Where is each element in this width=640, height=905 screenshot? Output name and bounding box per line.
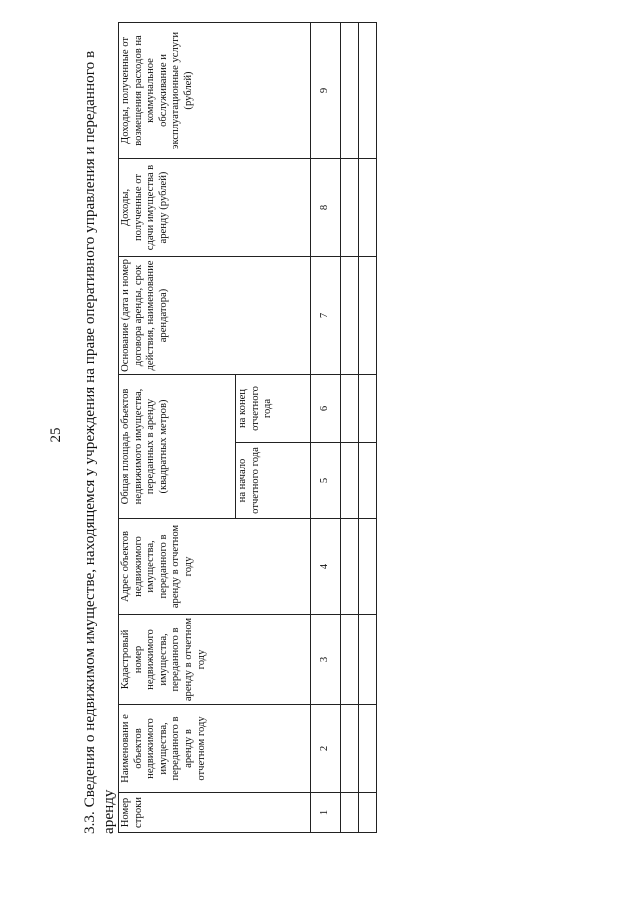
header-area-start: на начало отчетного года	[236, 443, 311, 519]
header-row	[119, 23, 236, 833]
header-basis: Основание (дата и номер договора аренды, срок действия, наименование арендатора)	[119, 257, 311, 375]
table-cell	[359, 705, 377, 793]
column-number: 1	[311, 793, 341, 833]
column-number-row	[311, 23, 341, 833]
table-cell	[359, 519, 377, 615]
table-row	[341, 23, 359, 833]
report-table	[118, 22, 377, 833]
table-cell	[341, 23, 359, 159]
table-cell	[341, 159, 359, 257]
table-row	[359, 23, 377, 833]
column-number: 8	[311, 159, 341, 257]
table-cell	[359, 257, 377, 375]
table-cell	[359, 615, 377, 705]
table-cell	[341, 443, 359, 519]
page-number: 25	[48, 427, 64, 443]
column-number: 3	[311, 615, 341, 705]
rented-property-table	[118, 23, 376, 833]
table-cell	[341, 257, 359, 375]
section-heading: 3.3. Сведения о недвижимом имуществе, находящемся у учреждения на праве оперативного управления и переданного в аренду	[81, 50, 117, 834]
table-cell	[341, 705, 359, 793]
table-cell	[341, 519, 359, 615]
column-number: 2	[311, 705, 341, 793]
header-cadastral-number: Кадастровый номер недвижимого имущества, переданного в аренду в отчетном году	[119, 615, 311, 705]
table-cell	[359, 793, 377, 833]
table-cell	[359, 159, 377, 257]
header-line-number: Номер строки	[119, 793, 311, 833]
column-number: 9	[311, 23, 341, 159]
column-number: 6	[311, 375, 341, 443]
table-cell	[359, 23, 377, 159]
table-cell	[341, 615, 359, 705]
header-area-end: на конец отчетного года	[236, 375, 311, 443]
header-income-rent: Доходы, полученные от сдачи имущества в аренду (рублей)	[119, 159, 311, 257]
table-cell	[341, 793, 359, 833]
header-address: Адрес объектов недвижимого имущества, переданного в аренду в отчетном году	[119, 519, 311, 615]
header-income-utilities: Доходы, полученные от возмещения расходов на коммунальное обслуживание и эксплуатационные услуги (рублей)	[119, 23, 311, 159]
column-number: 5	[311, 443, 341, 519]
table-cell	[359, 443, 377, 519]
header-total-area: Общая площадь объектов недвижимого имущества, переданных в аренду (квадратных метров)	[119, 375, 236, 519]
table-cell	[341, 375, 359, 443]
column-number: 7	[311, 257, 341, 375]
header-object-name: Наименовани е объектов недвижимого имущества, переданного в аренду в отчетном году	[119, 705, 311, 793]
column-number: 4	[311, 519, 341, 615]
table-cell	[359, 375, 377, 443]
